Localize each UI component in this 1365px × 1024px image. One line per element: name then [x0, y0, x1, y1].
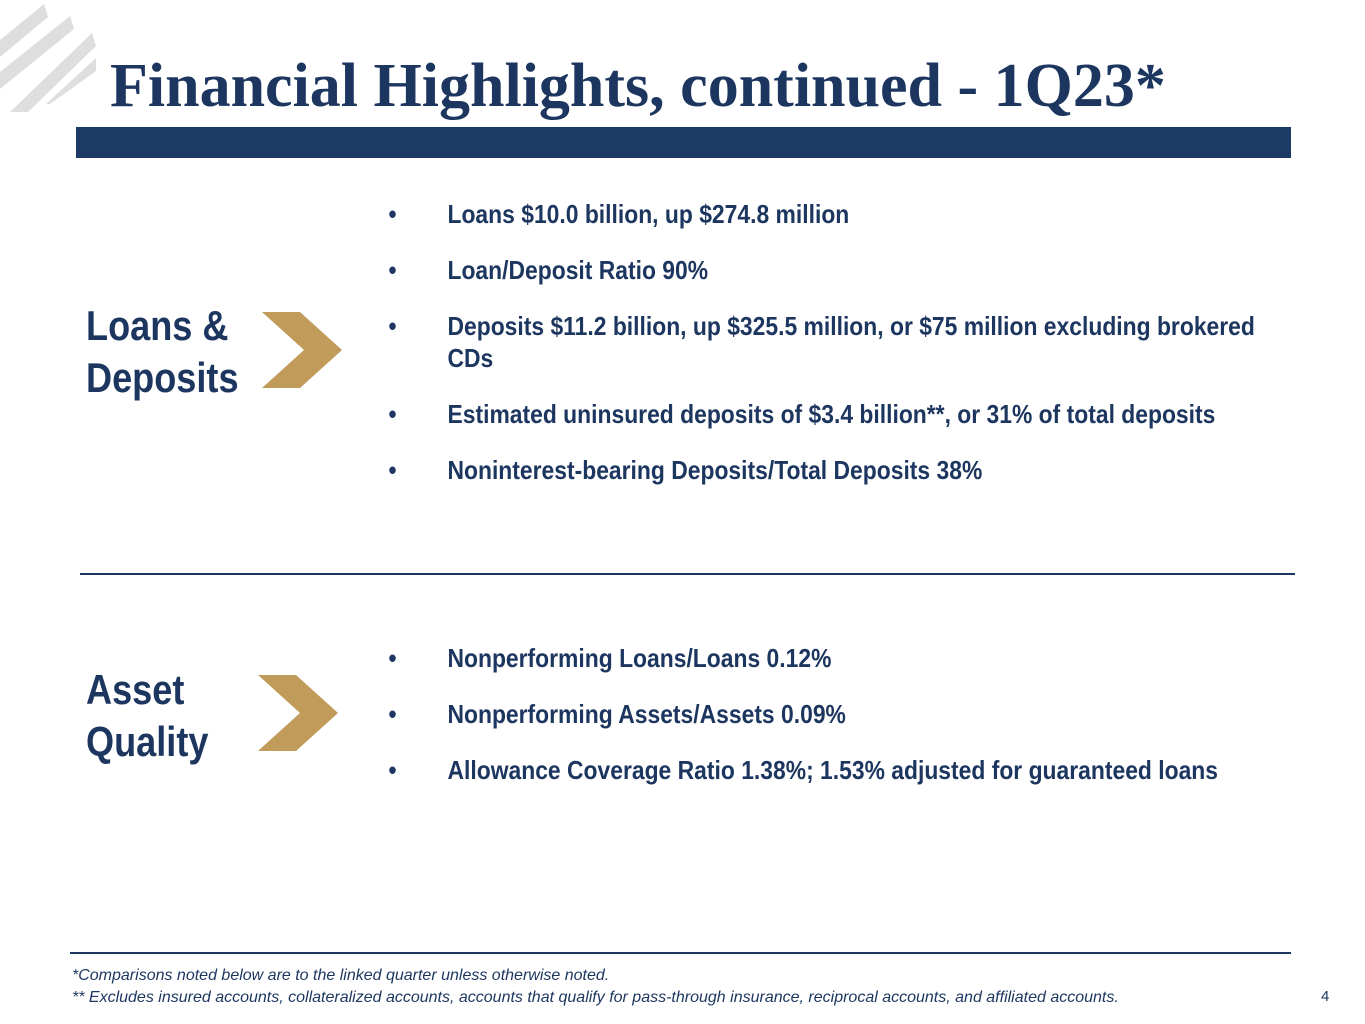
bullet-dot: •	[388, 755, 397, 785]
section-label-line: Deposits	[86, 354, 239, 401]
chevron-right-icon	[262, 312, 342, 388]
bullet-dot: •	[388, 455, 397, 485]
bullet-dot: •	[388, 643, 397, 673]
bullet-dot: •	[388, 399, 397, 429]
bullet-text: Nonperforming Assets/Assets 0.09%	[447, 699, 846, 729]
footnote: ** Excludes insured accounts, collateralized accounts, accounts that qualify for pass-through insurance, reciprocal accounts, and affiliated accounts.	[72, 989, 1119, 1006]
section-label-loans-deposits	[86, 300, 239, 404]
list-item	[385, 698, 1257, 730]
bullet-text: Loans $10.0 billion, up $274.8 million	[447, 199, 850, 229]
section-label-line: Loans &	[86, 302, 229, 349]
bullet-text: Estimated uninsured deposits of $3.4 billion**, or 31% of total deposits	[447, 399, 1216, 429]
section-divider	[80, 573, 1295, 575]
list-item	[385, 754, 1257, 786]
list-item	[385, 254, 1257, 286]
chevron-right-icon	[258, 675, 338, 751]
footnote: *Comparisons noted below are to the linked quarter unless otherwise noted.	[72, 967, 610, 984]
list-item	[385, 454, 1257, 486]
bullet-text: Deposits $11.2 billion, up $325.5 million, or $75 million excluding brokered CDs	[447, 311, 1255, 373]
bullet-dot: •	[388, 311, 397, 341]
bullet-text: Nonperforming Loans/Loans 0.12%	[447, 643, 832, 673]
page-number: 4	[1321, 988, 1330, 1005]
bullet-dot: •	[388, 255, 397, 285]
bullet-text: Allowance Coverage Ratio 1.38%; 1.53% adjusted for guaranteed loans	[447, 755, 1219, 785]
bullet-dot: •	[388, 699, 397, 729]
list-item	[385, 310, 1257, 374]
section-label-line: Asset	[86, 666, 185, 713]
section-label-asset-quality	[86, 664, 208, 768]
bullet-text: Noninterest-bearing Deposits/Total Deposits 38%	[447, 455, 983, 485]
section-label-line: Quality	[86, 718, 209, 765]
bullet-list-asset-quality	[385, 642, 1365, 786]
footer-divider	[70, 952, 1291, 954]
title-bar	[76, 127, 1291, 158]
bullet-list-loans-deposits	[385, 198, 1365, 486]
logo-mark	[0, 0, 100, 115]
list-item	[385, 398, 1257, 430]
list-item	[385, 642, 1257, 674]
page-title: Financial Highlights, continued - 1Q23*	[110, 52, 1166, 120]
bullet-text: Loan/Deposit Ratio 90%	[447, 255, 709, 285]
bullet-dot: •	[388, 199, 397, 229]
list-item	[385, 198, 1257, 230]
